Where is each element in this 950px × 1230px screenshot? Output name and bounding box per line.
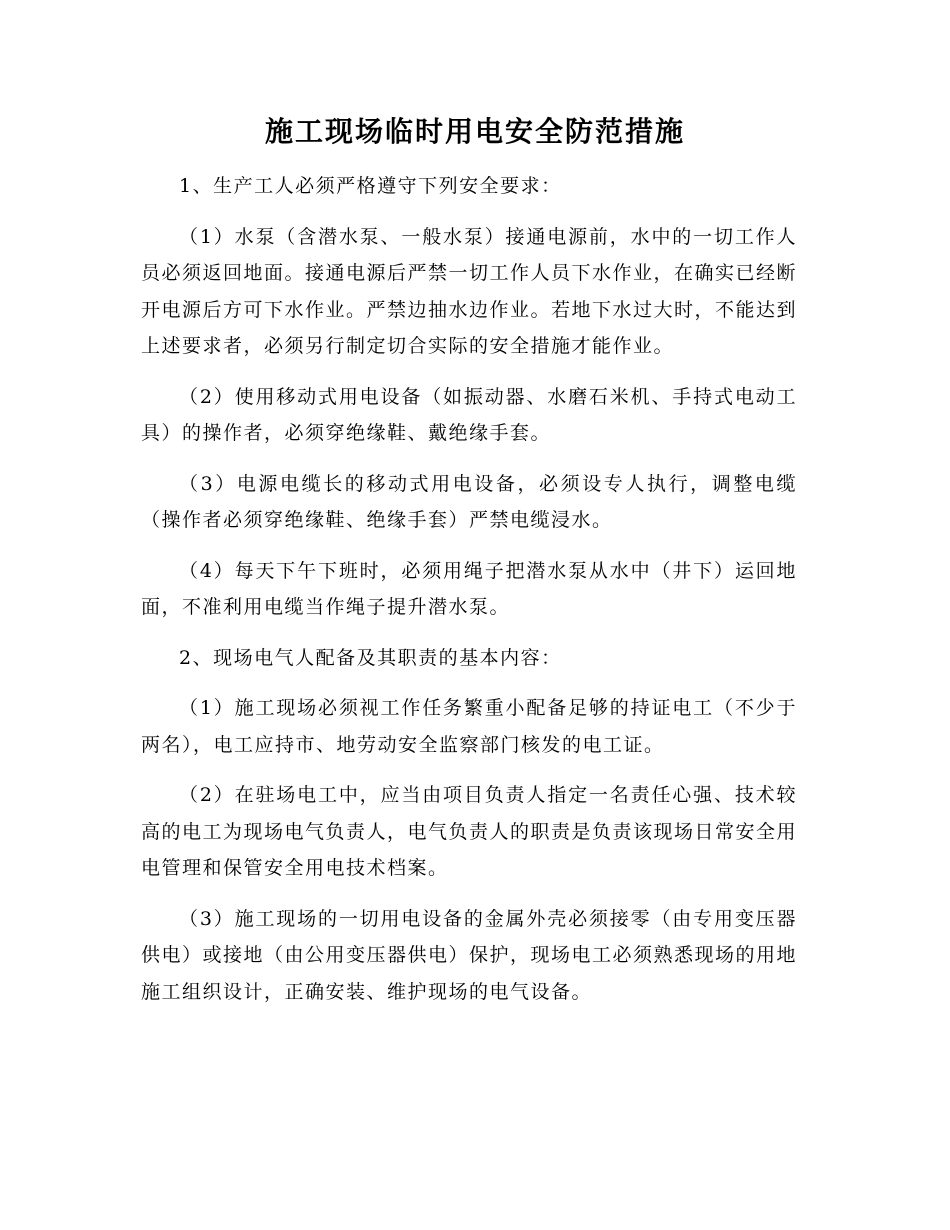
paragraph-item-1-2: （2）使用移动式用电设备（如振动器、水磨石米机、手持式电动工具）的操作者，必须穿绝缘鞋、戴绝缘手套。: [141, 385, 797, 444]
paragraph-item-1-4: （4）每天下午下班时，必须用绳子把潜水泵从水中（井下）运回地面，不准利用电缆当作绳子提升潜水泵。: [141, 559, 797, 618]
document-title: 施工现场临时用电安全防范措施: [264, 115, 685, 148]
paragraph-item-2-2: （2）在驻场电工中，应当由项目负责人指定一名责任心强、技术较高的电工为现场电气负责人，电气负责人的职责是负责该现场日常安全用电管理和保管安全用电技术档案。: [141, 784, 798, 879]
document-body: [141, 168, 797, 1010]
paragraph-section-2-heading: 2、现场电气人配备及其职责的基本内容：: [179, 646, 562, 669]
paragraph-section-1-heading: 1、生产工人必须严格遵守下列安全要求：: [179, 175, 562, 197]
paragraph-item-2-1: （1）施工现场必须视工作任务繁重小配备足够的持证电工（不少于两名），电工应持市、地劳动安全监察部门核发的电工证。: [141, 697, 797, 756]
paragraph-item-1-1: （1）水泵（含潜水泵、一般水泵）接通电源前，水中的一切工作人员必须返回地面。接通电源后严禁一切工作人员下水作业，在确实已经断开电源后方可下水作业。严禁边抽水边作业。若地下水过大时，不能达到上述要求者，必须另行制定切合实际的安全措施才能作业。: [141, 225, 798, 357]
paragraph-item-2-3: （3）施工现场的一切用电设备的金属外壳必须接零（由专用变压器供电）或接地（由公用变压器供电）保护，现场电工必须熟悉现场的用地施工组织设计，正确安装、维护现场的电气设备。: [141, 907, 798, 1003]
paragraph-item-1-3: （3）电源电缆长的移动式用电设备，必须设专人执行，调整电缆（操作者必须穿绝缘鞋、绝缘手套）严禁电缆浸水。: [141, 472, 797, 531]
